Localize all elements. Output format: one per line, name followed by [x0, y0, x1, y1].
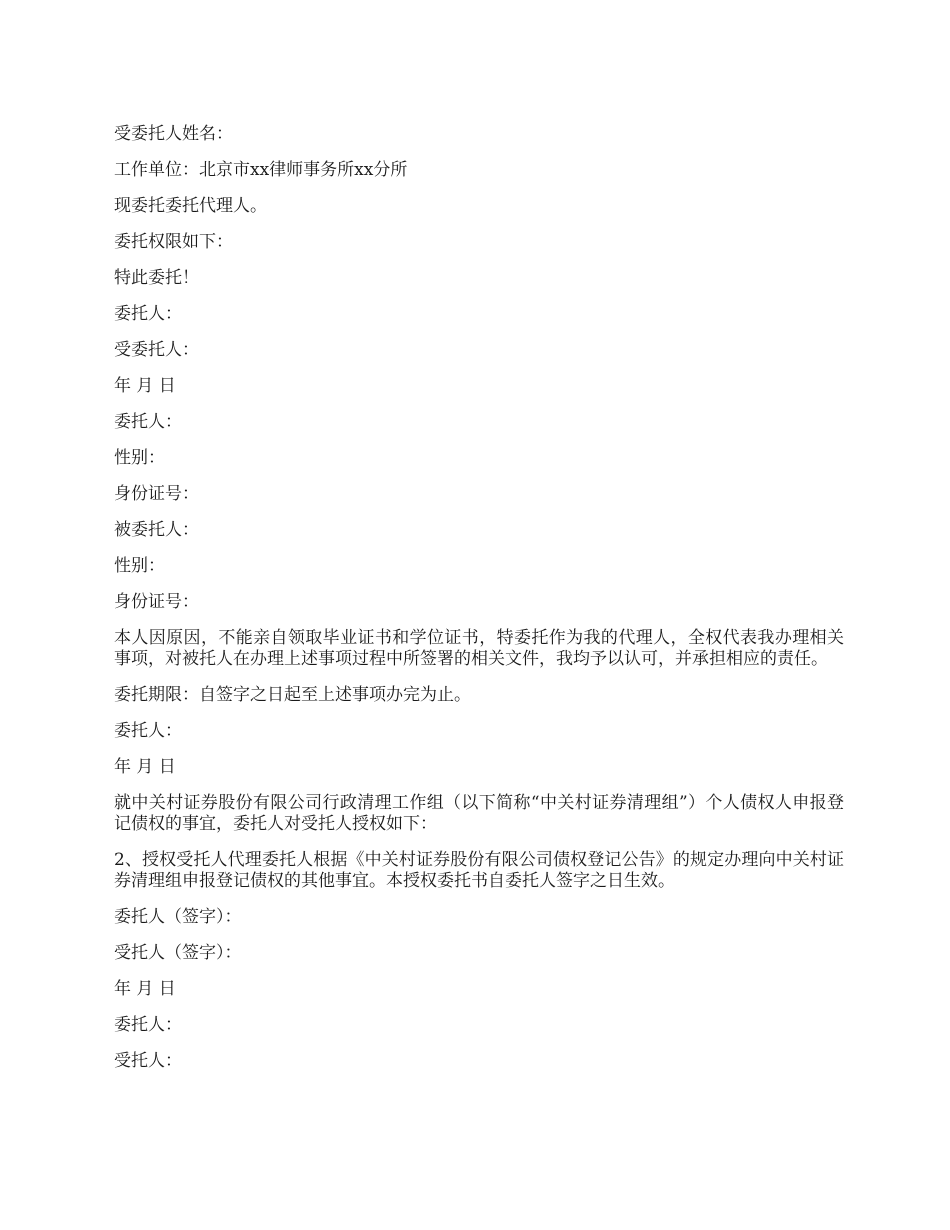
principal-line: 委托人：	[114, 1015, 182, 1035]
date-line: 年 月 日	[114, 757, 176, 777]
principal-signature-line: 委托人（签字）：	[114, 907, 242, 927]
authority-heading: 委托权限如下：	[114, 232, 233, 252]
trustee-name-line: 受委托人姓名：	[114, 124, 233, 144]
authorization-item-paragraph: 2、授权受托人代理委托人根据《中关村证券股份有限公司债权登记公告》的规定办理向中关村证券清理组申报登记债权的其他事宜。本授权委托书自委托人签字之日生效。	[114, 850, 844, 891]
date-line: 年 月 日	[114, 376, 176, 396]
principal-line: 委托人：	[114, 412, 182, 432]
agent-line: 被委托人：	[114, 520, 199, 540]
gender-line: 性别：	[114, 556, 165, 576]
creditor-registration-paragraph: 就中关村证券股份有限公司行政清理工作组（以下简称“中关村证券清理组”）个人债权人申报登记债权的事宜，委托人对受托人授权如下：	[114, 793, 844, 834]
trustee-line: 受委托人：	[114, 340, 199, 360]
id-number-line: 身份证号：	[114, 592, 199, 612]
trustee-signature-line: 受托人（签字）：	[114, 943, 242, 963]
principal-line: 委托人：	[114, 304, 182, 324]
gender-line: 性别：	[114, 448, 165, 468]
principal-line: 委托人：	[114, 721, 182, 741]
work-unit-line: 工作单位：北京市xx律师事务所xx分所	[114, 160, 408, 180]
entrust-period-line: 委托期限：自签字之日起至上述事项办完为止。	[114, 685, 471, 705]
document-page	[114, 124, 844, 1087]
entrust-agent-line: 现委托委托代理人。	[114, 196, 267, 216]
id-number-line: 身份证号：	[114, 484, 199, 504]
trustee-line: 受托人：	[114, 1051, 182, 1071]
statement-paragraph: 本人因原因，不能亲自领取毕业证书和学位证书，特委托作为我的代理人，全权代表我办理相关事项，对被托人在办理上述事项过程中所签署的相关文件，我均予以认可，并承担相应的责任。	[114, 628, 844, 669]
date-line: 年 月 日	[114, 979, 176, 999]
hereby-entrust-line: 特此委托！	[114, 268, 199, 288]
